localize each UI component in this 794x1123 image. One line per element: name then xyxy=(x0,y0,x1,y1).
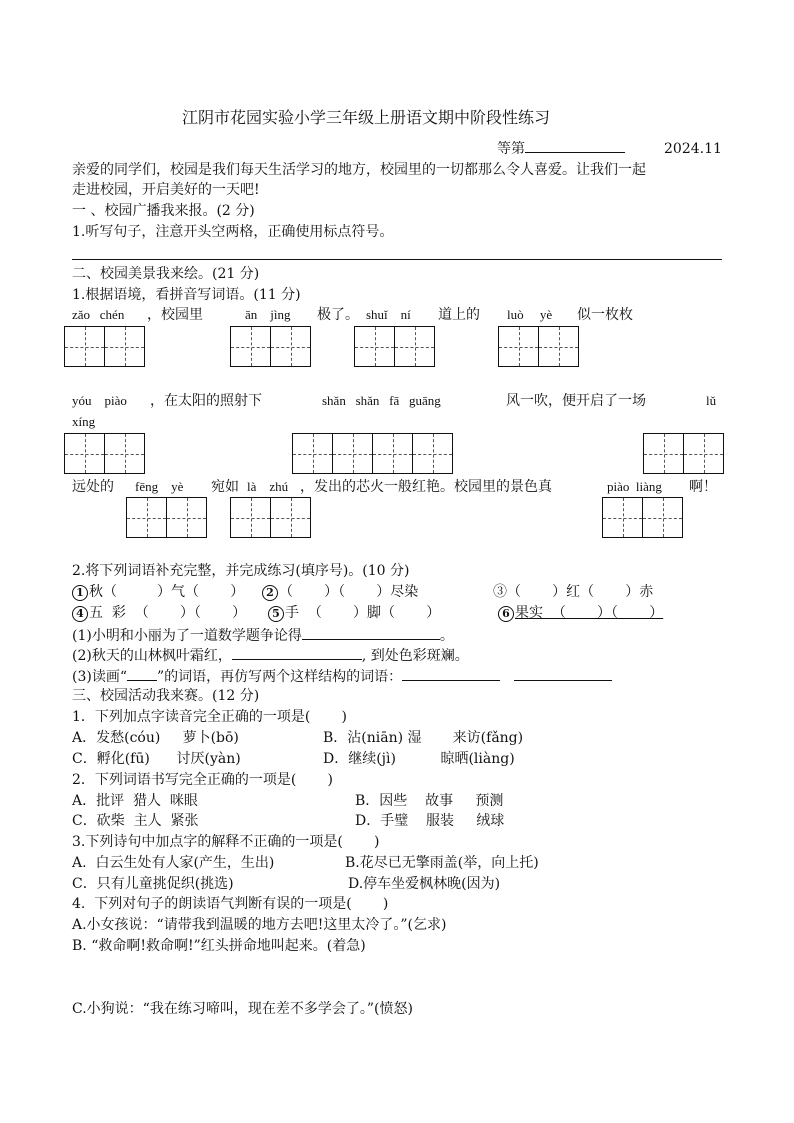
tianzige-cell[interactable] xyxy=(126,497,167,538)
sub2-blank[interactable] xyxy=(232,645,362,660)
section3-heading: 三、校园活动我来赛。(12 分) xyxy=(72,688,260,704)
q4-option-c[interactable]: C.小狗说：“我在练习啼叫，现在差不多学会了。”(愤怒) xyxy=(72,1001,413,1017)
tianzige-anjing[interactable] xyxy=(230,326,311,367)
tianzige-cell[interactable] xyxy=(292,433,333,474)
q1-option-c[interactable]: C．孵化(fū) 讨厌(yàn) xyxy=(72,751,241,767)
tianzige-cell[interactable] xyxy=(538,326,579,367)
sub3-mid: ”的词语，再仿写两个这样结构的词语： xyxy=(157,669,403,685)
pinyin-anjing: ān jìng xyxy=(245,307,291,322)
tianzige-cell[interactable] xyxy=(394,326,435,367)
q1-option-d[interactable]: D．继续(jì) 晾晒(liàng) xyxy=(323,751,515,767)
tianzige-fengye[interactable] xyxy=(126,497,207,538)
tianzige-cell[interactable] xyxy=(602,497,643,538)
tianzige-cell[interactable] xyxy=(372,433,413,474)
q4-option-b[interactable]: B. “救命啊!救命啊!”红头拼命地叫起来。(着急) xyxy=(72,938,366,954)
exam-date: 2024.11 xyxy=(664,141,722,157)
section2-heading: 二、校园美景我来绘。(21 分) xyxy=(72,266,260,282)
row3-text-1: 宛如 xyxy=(211,479,239,495)
tianzige-cell[interactable] xyxy=(354,326,395,367)
sub1-end: 。 xyxy=(439,628,454,644)
tianzige-youpiao[interactable] xyxy=(64,433,145,474)
intro-line-2: 走进校园，开启美好的一天吧! xyxy=(72,182,260,198)
row2-text-2: 风一吹，便开启了一场 xyxy=(506,393,646,409)
num-2: 2 xyxy=(262,585,278,601)
q3-option-a[interactable]: A. 白云生处有人家(产生，生出) xyxy=(72,855,275,871)
tianzige-zaochen[interactable] xyxy=(64,326,145,367)
q3-option-d[interactable]: D.停车坐爱枫林晚(因为) xyxy=(348,876,501,892)
q3-option-c[interactable]: C．只有儿童挑促织(挑选) xyxy=(72,876,234,892)
tianzige-cell[interactable] xyxy=(412,433,453,474)
tianzige-cell[interactable] xyxy=(104,433,145,474)
tianzige-cell[interactable] xyxy=(166,497,207,538)
section3-q1: 1．下列加点字读音完全正确的一项是( ) xyxy=(72,709,347,725)
num-1: 1 xyxy=(72,585,88,601)
grade-label-text: 等第 xyxy=(497,141,525,157)
tianzige-cell[interactable] xyxy=(498,326,539,367)
row1-text-4: 似一枚枚 xyxy=(577,307,633,323)
sub-question-2 xyxy=(72,645,469,665)
idiom-3[interactable] xyxy=(493,583,653,601)
q3-option-b[interactable]: B.花尽已无擎雨盖(举，向上托) xyxy=(345,855,539,871)
row1-text-1: ，校园里 xyxy=(147,307,203,323)
idiom-5-text: 手 （ ）脚（ ） xyxy=(285,605,441,621)
sub1-text: (1)小明和小丽为了一道数学题争论得 xyxy=(72,628,302,644)
idiom-6-text: 果实 （ ）（ ） xyxy=(515,605,664,621)
sub2-end: , 到处色彩斑斓。 xyxy=(361,648,469,664)
section1-q1: 1.听写句子，注意开头空两格，正确使用标点符号。 xyxy=(72,224,394,240)
tianzige-lazhu[interactable] xyxy=(230,497,311,538)
tianzige-shanshanfaguang[interactable] xyxy=(292,433,453,474)
pinyin-fengye: fēng yè xyxy=(135,479,184,494)
tianzige-cell[interactable] xyxy=(332,433,373,474)
tianzige-cell[interactable] xyxy=(642,497,683,538)
tianzige-cell[interactable] xyxy=(230,326,271,367)
row3-text-0: 远处的 xyxy=(72,479,114,495)
section3-q4: 4. 下列对句子的朗读语气判断有误的一项是( ) xyxy=(72,896,389,912)
tianzige-cell[interactable] xyxy=(270,497,311,538)
tianzige-cell[interactable] xyxy=(104,326,145,367)
idiom-3-text: （ ）红（ ）赤 xyxy=(507,584,654,600)
page-title: 江阴市花园实验小学三年级上册语文期中阶段性练习 xyxy=(182,108,551,127)
tianzige-cell[interactable] xyxy=(683,433,724,474)
num-5: 5 xyxy=(268,606,284,622)
section1-heading: 一 、校园广播我来报。(2 分) xyxy=(72,203,255,219)
row3-text-2: ，发出的芯火一般红艳。校园里的景色真 xyxy=(300,479,552,495)
tianzige-cell[interactable] xyxy=(230,497,271,538)
idiom-4[interactable] xyxy=(72,604,246,622)
num-3: ③ xyxy=(493,584,507,600)
section2-q1: 1.根据语境，看拼音写词语。(11 分) xyxy=(72,287,301,303)
sub3-text: (3)读画“ xyxy=(72,669,127,685)
sub3-mark xyxy=(127,666,157,681)
tianzige-cell[interactable] xyxy=(64,326,105,367)
tianzige-shuini[interactable] xyxy=(354,326,435,367)
sub3-blank-1[interactable] xyxy=(402,666,500,681)
section2-q2: 2.将下列词语补充完整，并完成练习(填序号)。(10 分) xyxy=(72,563,410,579)
pinyin-shanshanfaguang: shǎn shǎn fā guāng xyxy=(322,393,441,408)
intro-line-1: 亲爱的同学们，校园是我们每天生活学习的地方，校园里的一切都那么令人喜爱。让我们一起 xyxy=(72,162,646,178)
pinyin-luoye: luò yè xyxy=(507,307,553,322)
pinyin-lu: lǔ xyxy=(706,393,717,408)
sub2-text: (2)秋天的山林枫叶霜红， xyxy=(72,648,232,664)
q2-option-a[interactable]: A．批评 猎人 咪眼 xyxy=(72,793,198,809)
sub1-blank[interactable] xyxy=(302,625,440,640)
tianzige-luoye[interactable] xyxy=(498,326,579,367)
idiom-2[interactable] xyxy=(262,583,418,601)
sub-question-1 xyxy=(72,625,454,645)
pinyin-lazhu: là zhú xyxy=(247,479,289,494)
idiom-2-text: （ ）（ ）尽染 xyxy=(279,584,419,600)
q4-option-a[interactable]: A.小女孩说：“请带我到温暖的地方去吧!这里太冷了。”(乞求) xyxy=(72,917,447,933)
section3-q2: 2．下列词语书写完全正确的一项是( ) xyxy=(72,772,333,788)
q2-option-c[interactable]: C．砍柴 主人 紧张 xyxy=(72,813,199,829)
pinyin-piaoliang: piào liàng xyxy=(607,479,662,494)
row1-text-2: 极了。 xyxy=(317,307,359,323)
q1-option-a[interactable]: A．发愁(cóu) 萝卜(bō) xyxy=(72,730,239,746)
idiom-1[interactable] xyxy=(72,583,244,601)
idiom-6[interactable] xyxy=(498,604,663,622)
pinyin-youpiao: yóu piào xyxy=(72,393,127,408)
pinyin-shuini: shuǐ ní xyxy=(366,307,411,322)
sub3-blank-2[interactable] xyxy=(514,666,612,681)
grade-blank[interactable] xyxy=(525,138,625,153)
row2-text-1: ，在太阳的照射下 xyxy=(150,393,262,409)
tianzige-cell[interactable] xyxy=(64,433,105,474)
dictation-line[interactable] xyxy=(72,259,722,260)
row1-text-3: 道上的 xyxy=(438,307,480,323)
idiom-4-text: 五 彩 （ ）（ ） xyxy=(89,605,247,621)
grade-label xyxy=(497,138,625,158)
section3-q3: 3.下列诗句中加点字的解释不正确的一项是( ) xyxy=(72,834,380,850)
num-4: 4 xyxy=(72,606,88,622)
idiom-5[interactable] xyxy=(268,604,440,622)
q2-option-d[interactable]: D．手璧 服装 绒球 xyxy=(355,813,505,829)
q1-option-b[interactable]: B．沾(niān) 湿 来访(fǎng) xyxy=(323,730,524,746)
idiom-1-text: 秋（ ）气（ ） xyxy=(89,584,245,600)
tianzige-luxing[interactable] xyxy=(643,433,724,474)
num-6: 6 xyxy=(498,606,514,622)
sub-question-3 xyxy=(72,666,612,686)
pinyin-zaochen: zǎo chén xyxy=(72,307,125,322)
tianzige-piaoliang[interactable] xyxy=(602,497,683,538)
q2-option-b[interactable]: B．因些 故事 预测 xyxy=(355,793,504,809)
row3-text-3: 啊！ xyxy=(689,479,717,495)
tianzige-cell[interactable] xyxy=(270,326,311,367)
tianzige-cell[interactable] xyxy=(643,433,684,474)
pinyin-xing: xíng xyxy=(72,414,96,429)
